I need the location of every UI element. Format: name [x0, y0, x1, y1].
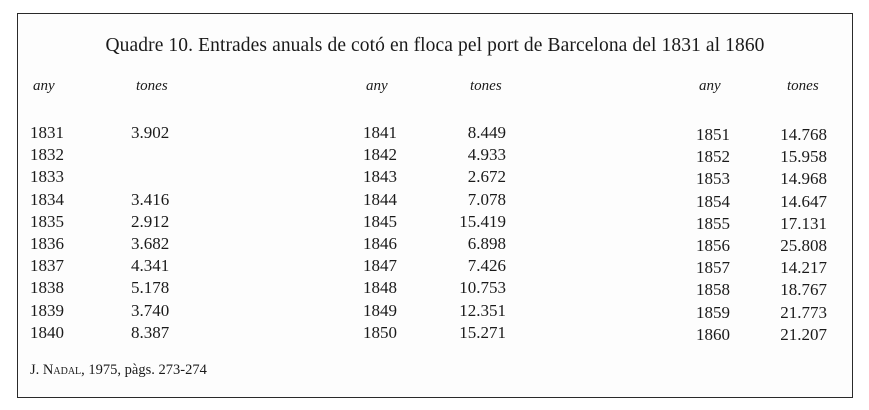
year-cell: 1848: [363, 278, 397, 298]
year-cell: 1850: [363, 322, 397, 342]
source-citation: [30, 362, 207, 379]
year-cell: 1851: [696, 125, 730, 144]
tons-cell: 8.387: [131, 322, 170, 342]
year-cell: 1859: [696, 302, 730, 322]
tons-cell: 2.672: [467, 167, 506, 187]
year-cell: 1843: [363, 167, 397, 187]
header-tons: tones: [470, 78, 502, 94]
tons-cell: 12.351: [459, 300, 506, 320]
table-title: Quadre 10. Entrades anuals de cotó en floca pel port de Barcelona del 1831 al 1860: [105, 35, 765, 56]
year-cell: 1833: [30, 167, 64, 187]
year-cell: 1839: [30, 300, 64, 320]
year-cell: 1855: [696, 213, 730, 233]
tons-cell: 4.933: [467, 145, 506, 165]
tons-cell: 6.898: [467, 233, 506, 253]
tons-cell: 25.808: [780, 235, 827, 255]
year-cell: 1842: [363, 145, 397, 165]
year-cell: 1840: [30, 322, 64, 342]
table-frame: [17, 13, 853, 398]
tons-cell: 8.449: [467, 123, 506, 142]
tons-cell: 15.419: [459, 211, 506, 231]
year-cell: 1852: [696, 147, 730, 167]
year-cell: 1834: [30, 189, 64, 209]
year-cell: 1831: [30, 123, 64, 142]
tons-cell: 18.767: [780, 280, 827, 300]
year-cell: 1856: [696, 235, 730, 255]
year-cell: 1854: [696, 191, 730, 211]
tons-cell: 14.647: [780, 191, 827, 211]
year-cell: 1845: [363, 211, 397, 231]
tons-cell: 10.753: [459, 278, 506, 298]
header-year: any: [366, 78, 388, 94]
tons-cell: 3.740: [131, 300, 170, 320]
tons-cell: 21.773: [780, 302, 827, 322]
year-cell: 1837: [30, 256, 64, 276]
tons-cell: 3.682: [131, 233, 170, 253]
year-cell: 1849: [363, 300, 397, 320]
header-year: any: [33, 78, 55, 94]
tons-cell: 5.178: [131, 278, 170, 298]
source-initial: J.: [30, 362, 40, 378]
year-cell: 1841: [363, 123, 397, 142]
header-year: any: [699, 78, 721, 94]
year-cell: 1847: [363, 256, 397, 276]
tons-cell: 2.912: [131, 211, 170, 231]
header-tons: tones: [787, 78, 819, 94]
tons-cell: 14.217: [780, 258, 827, 278]
tons-cell: 14.968: [780, 169, 827, 189]
year-cell: 1846: [363, 233, 397, 253]
year-cell: 1857: [696, 258, 730, 278]
tons-cell: 21.207: [780, 324, 827, 344]
tons-cell: 7.426: [467, 256, 506, 276]
year-cell: 1858: [696, 280, 730, 300]
tons-cell: 14.768: [780, 125, 827, 144]
year-cell: 1832: [30, 145, 64, 165]
tons-cell: 17.131: [780, 213, 827, 233]
source-author: Nadal: [42, 362, 82, 378]
tons-cell: 4.341: [131, 256, 170, 276]
year-cell: 1853: [696, 169, 730, 189]
source-details: , 1975, pàgs. 273-274: [81, 362, 207, 378]
tons-cell: 3.416: [131, 189, 170, 209]
year-cell: 1836: [30, 233, 64, 253]
header-tons: tones: [136, 78, 168, 94]
year-cell: 1838: [30, 278, 64, 298]
year-cell: 1835: [30, 211, 64, 231]
year-cell: 1844: [363, 189, 397, 209]
tons-cell: 3.902: [131, 123, 170, 142]
tons-cell: 15.271: [459, 322, 506, 342]
tons-cell: 15.958: [780, 147, 827, 167]
year-cell: 1860: [696, 324, 730, 344]
tons-cell: 7.078: [467, 189, 506, 209]
